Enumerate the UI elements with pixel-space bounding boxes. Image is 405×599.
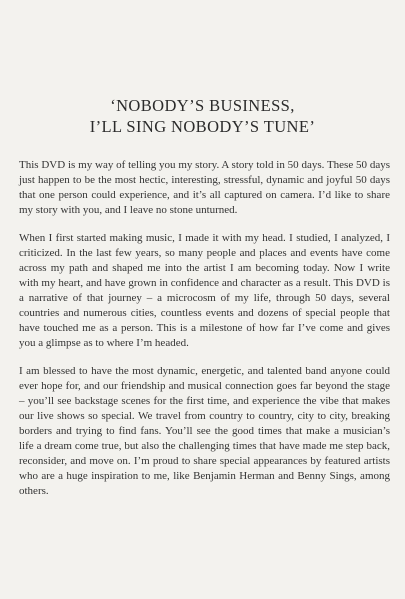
paragraph-1: This DVD is my way of telling you my story. A story told in 50 days. These 50 days just happen to be the most hectic, interesting, stressful, dynamic and joyful 50 days that one person could experience, and it’s all captured on camera. I’d like to share my story with you, and I leave no stone unturned. xyxy=(19,159,390,216)
body-text xyxy=(19,158,390,512)
paragraph-2: When I first started making music, I made it with my head. I studied, I analyzed, I criticized. In the last few years, so many people and places and events have come across my path and shaped me into the artist I am becoming today. Now I write with my heart, and have grown in confidence and character as a result. This DVD is a narrative of that journey – a microcosm of my life, through 50 days, several countries and numerous cities, countless events and dozens of special people that have touched me as a person. This is a milestone of how far I’ve come and gives you a glimpse as to where I’m headed. xyxy=(19,232,390,349)
title-line-1: ‘NOBODY’S BUSINESS, xyxy=(110,96,295,115)
title-line-2: I’LL SING NOBODY’S TUNE’ xyxy=(89,117,316,136)
paragraph-3: I am blessed to have the most dynamic, energetic, and talented band anyone could ever hope for, and our friendship and musical connection goes far beyond the stage – you’ll see backstage scenes for the first time, and experience the vibe that makes our live shows so special. We travel from country to country, city to city, breaking borders and trying to find fans. You’ll see the good times that make a musician’s life a dream come true, but also the challenging times that have made me step back, reconsider, and move on. I’m proud to share special appearances by featured artists who are a huge inspiration to me, like Benjamin Herman and Benny Sings, among others. xyxy=(19,365,390,497)
page-title xyxy=(0,95,405,137)
